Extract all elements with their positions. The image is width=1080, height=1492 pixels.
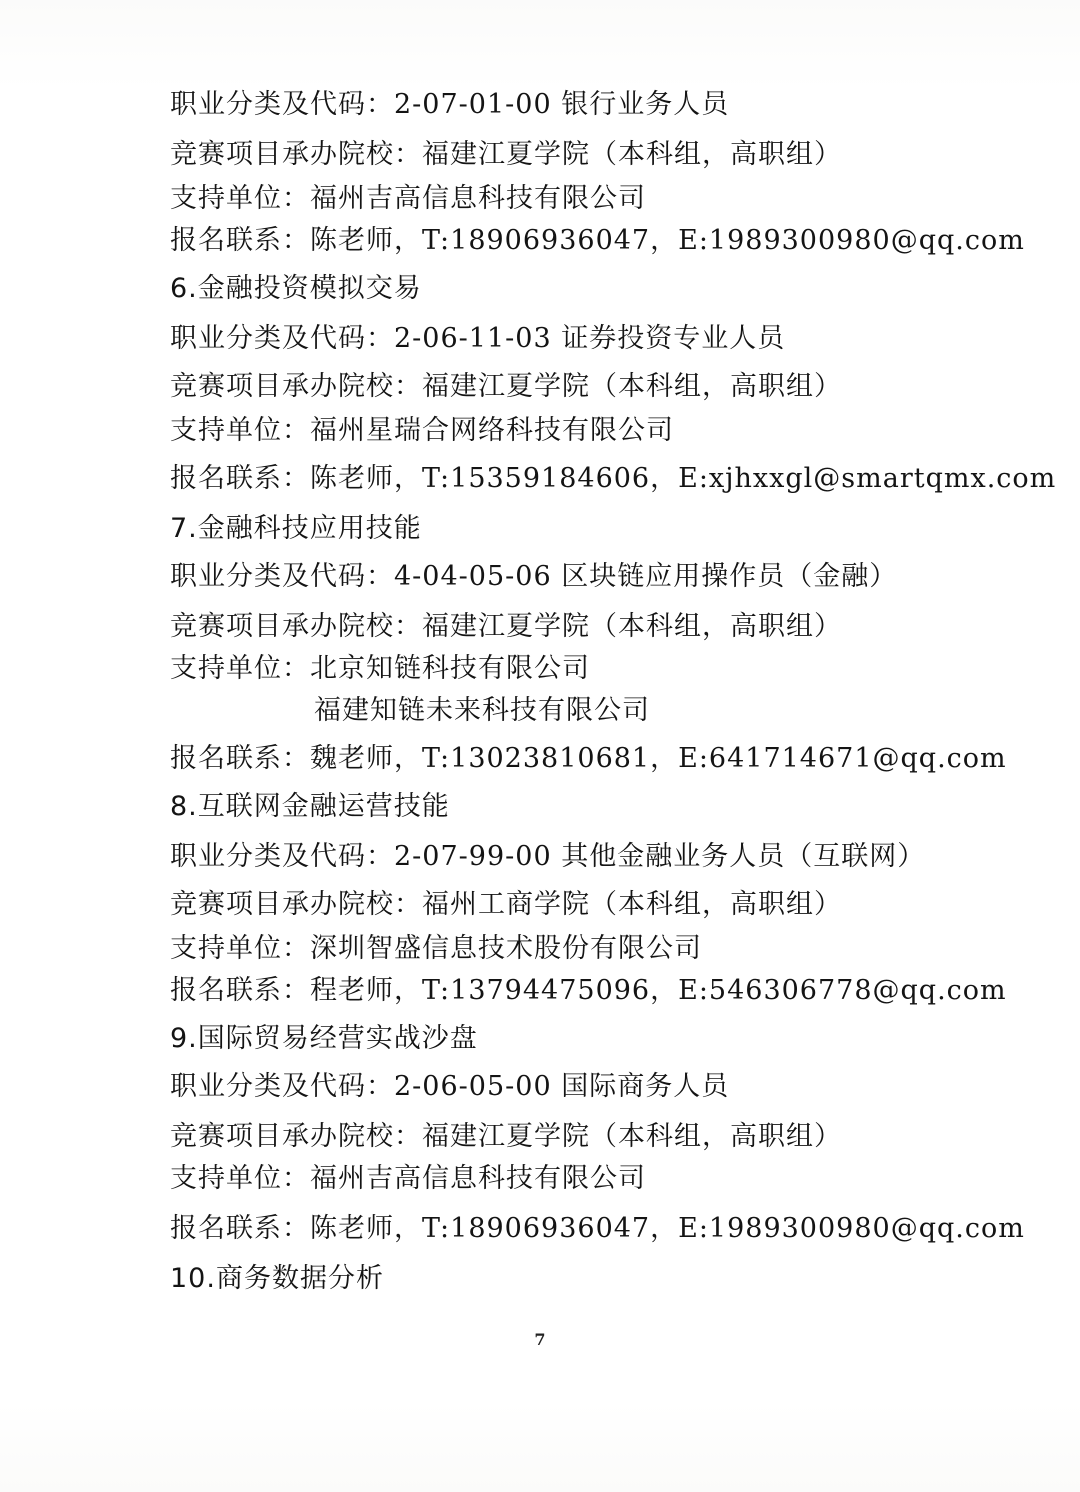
contact-line: 报名联系：程老师，T:13794475096，E:546306778@qq.com [170,975,1007,1006]
section-heading-7: 7.金融科技应用技能 [170,513,422,544]
occupation-code-line: 职业分类及代码：2-06-11-03 证券投资专业人员 [170,323,786,354]
occupation-code-line: 职业分类及代码：2-07-99-00 其他金融业务人员（互联网） [170,841,926,872]
section-heading-9: 9.国际贸易经营实战沙盘 [170,1023,478,1054]
occupation-code-line: 职业分类及代码：2-07-01-00 银行业务人员 [170,89,730,120]
support-unit-line: 支持单位：深圳智盛信息技术股份有限公司 [170,933,702,964]
support-unit-line: 支持单位：福州星瑞合网络科技有限公司 [170,415,674,446]
host-school-line: 竞赛项目承办院校：福州工商学院（本科组，高职组） [170,889,842,920]
section-heading-8: 8.互联网金融运营技能 [170,791,450,822]
support-unit-line: 支持单位：北京知链科技有限公司 [170,653,590,684]
occupation-code-line: 职业分类及代码：4-04-05-06 区块链应用操作员（金融） [170,561,898,592]
contact-line: 报名联系：魏老师，T:13023810681，E:641714671@qq.com [170,743,1007,774]
host-school-line: 竞赛项目承办院校：福建江夏学院（本科组，高职组） [170,371,842,402]
occupation-code-line: 职业分类及代码：2-06-05-00 国际商务人员 [170,1071,730,1102]
host-school-line: 竞赛项目承办院校：福建江夏学院（本科组，高职组） [170,611,842,642]
host-school-line: 竞赛项目承办院校：福建江夏学院（本科组，高职组） [170,1121,842,1152]
support-unit-line: 支持单位：福州吉高信息科技有限公司 [170,1163,646,1194]
contact-line: 报名联系：陈老师，T:18906936047，E:1989300980@qq.com [170,225,1025,256]
support-unit-line: 支持单位：福州吉高信息科技有限公司 [170,183,646,214]
host-school-line: 竞赛项目承办院校：福建江夏学院（本科组，高职组） [170,139,842,170]
section-heading-10: 10.商务数据分析 [170,1263,384,1294]
support-unit-line-continued: 福建知链未来科技有限公司 [314,695,650,726]
section-heading-6: 6.金融投资模拟交易 [170,273,422,304]
page-number: 7 [534,1330,546,1349]
contact-line: 报名联系：陈老师，T:15359184606，E:xjhxxgl@smartqmx.com [170,463,1057,494]
contact-line: 报名联系：陈老师，T:18906936047，E:1989300980@qq.com [170,1213,1025,1244]
